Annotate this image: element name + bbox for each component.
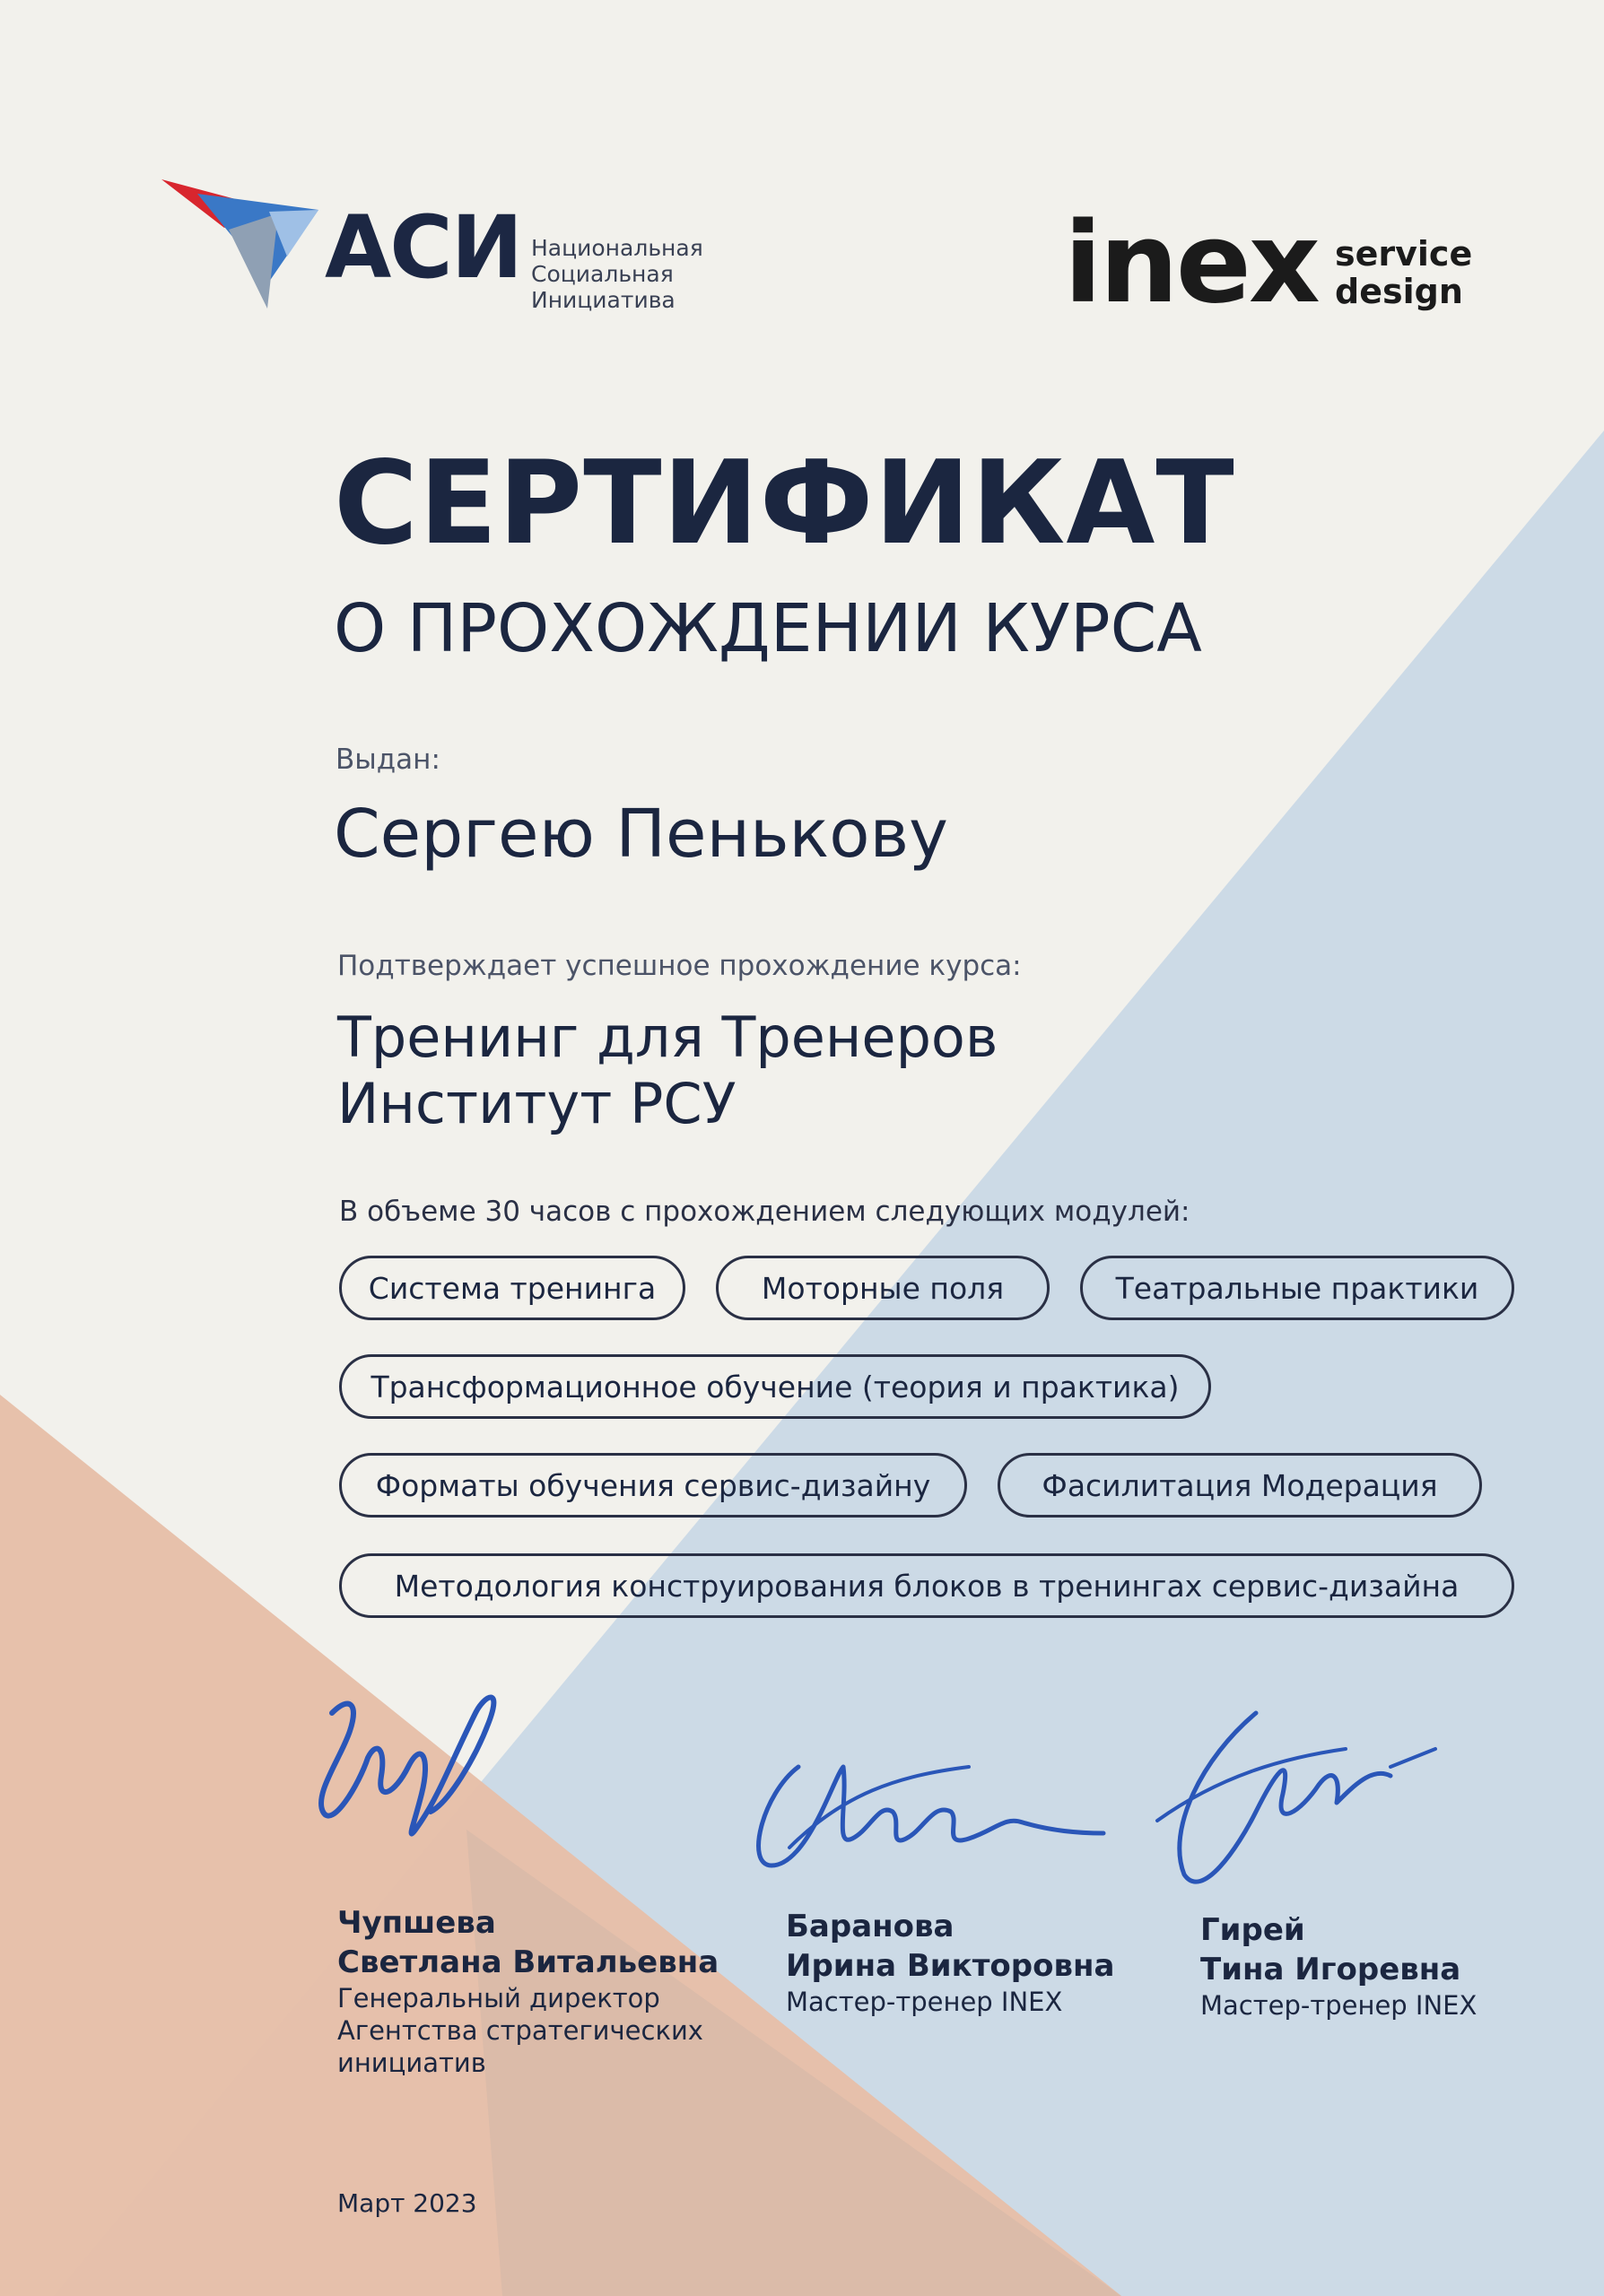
signatory-role: Агентства стратегических — [337, 2015, 703, 2046]
signatory-block — [1200, 1910, 1477, 2022]
signature-baranova-icon — [736, 1740, 1112, 1892]
signatory-given-names: Тина Игоревна — [1200, 1952, 1461, 1987]
inex-logo-mark: inex — [1064, 199, 1318, 328]
signatory-role: Генеральный директор — [337, 1983, 660, 2013]
signatory-surname: Чупшева — [337, 1905, 496, 1941]
course-line: Тренинг для Тренеров — [337, 1004, 998, 1070]
signatory-surname: Гирей — [1200, 1912, 1305, 1948]
module-pill: Методология конструирования блоков в тренингах сервис-дизайна — [339, 1553, 1514, 1618]
asi-logo-mark: АСИ — [325, 197, 522, 298]
issued-label: Выдан: — [336, 744, 440, 776]
signatory-block — [786, 1907, 1114, 2018]
module-pill: Форматы обучения сервис-дизайну — [339, 1453, 967, 1518]
certificate-title: СЕРТИФИКАТ — [334, 437, 1235, 570]
signatory-role: Мастер-тренер INEX — [786, 1987, 1063, 2017]
asi-logo-subtitle: Национальная Социальная Инициатива — [531, 235, 703, 313]
signatory-block — [337, 1903, 719, 2079]
module-pill: Фасилитация Модерация — [998, 1453, 1482, 1518]
signatory-given-names: Ирина Викторовна — [786, 1948, 1115, 1984]
certificate-subtitle: О ПРОХОЖДЕНИИ КУРСА — [334, 590, 1202, 667]
inex-logo-subtitle: service design — [1335, 234, 1473, 311]
course-line: Институт РСУ — [337, 1071, 737, 1136]
signatory-given-names: Светлана Витальевна — [337, 1944, 719, 1980]
module-pill: Театральные практики — [1080, 1256, 1514, 1320]
signatory-role: Мастер-тренер INEX — [1200, 1990, 1478, 2021]
issue-date: Март 2023 — [337, 2188, 477, 2218]
asi-logo-icon — [161, 176, 332, 310]
signature-chupsheva-icon — [296, 1659, 529, 1857]
signature-girey-icon — [1148, 1695, 1453, 1910]
module-pill: Трансформационное обучение (теория и практика) — [339, 1354, 1211, 1419]
signatory-role: инициатив — [337, 2048, 486, 2078]
module-pill: Система тренинга — [339, 1256, 685, 1320]
course-name — [337, 1004, 998, 1137]
confirms-label: Подтверждает успешное прохождение курса: — [337, 950, 1022, 982]
module-pill: Моторные поля — [716, 1256, 1050, 1320]
signatory-surname: Баранова — [786, 1909, 955, 1944]
recipient-name: Сергею Пенькову — [334, 796, 948, 873]
volume-label: В объеме 30 часов с прохождением следующих модулей: — [339, 1196, 1190, 1228]
